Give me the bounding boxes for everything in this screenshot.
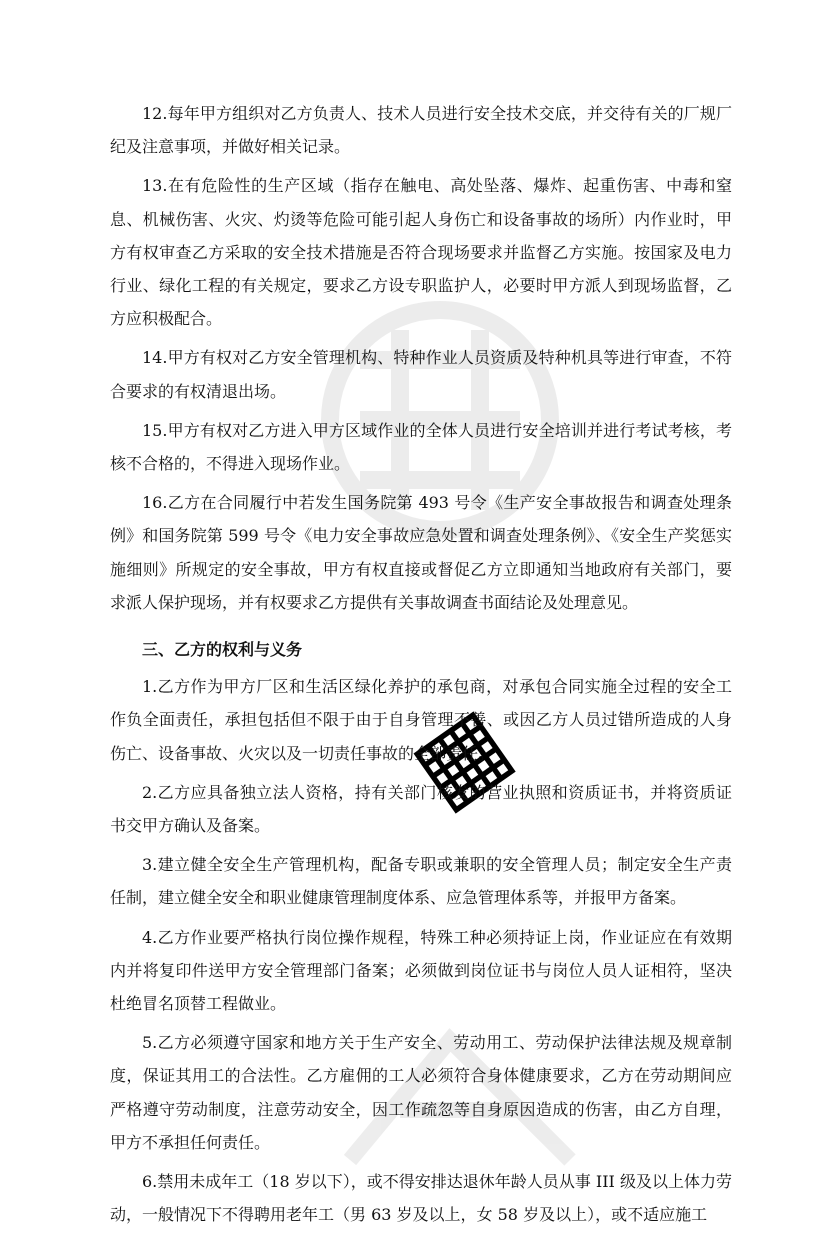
clause-paragraph: 12.每年甲方组织对乙方负责人、技术人员进行安全技术交底，并交待有关的厂规厂纪及注意事项，并做好相关记录。 [110, 104, 732, 157]
clause-paragraph: 2.乙方应具备独立法人资格，持有关部门核发的营业执照和资质证书，并将资质证书交甲方确认及备案。 [110, 782, 732, 836]
clause-paragraph: 5.乙方必须遵守国家和地方关于生产安全、劳动用工、劳动保护法律法规及规章制度，保证其用工的合法性。乙方雇佣的工人必须符合身体健康要求，乙方在劳动期间应严格遵守劳动制度，注意劳动安全，因工作疏忽等自身原因造成的伤害，由乙方自理，甲方不承担任何责任。 [110, 1033, 732, 1152]
clause-paragraph: 4.乙方作业要严格执行岗位操作规程，特殊工种必须持证上岗，作业证应在有效期内并将复印件送甲方安全管理部门备案；必须做到岗位证书与岗位人员人证相符，坚决杜绝冒名顶替工程做业。 [110, 927, 732, 1014]
clause-paragraph: 15.甲方有权对乙方进入甲方区域作业的全体人员进行安全培训并进行考试考核，考核不合格的，不得进入现场作业。 [110, 420, 732, 474]
clause-paragraph: 13.在有危险性的生产区域（指存在触电、高处坠落、爆炸、起重伤害、中毒和窒息、机械伤害、火灾、灼烫等危险可能引起人身伤亡和设备事故的场所）内作业时，甲方有权审查乙方采取的安全技术措施是否符合现场要求并监督乙方实施。按国家及电力行业、绿化工程的有关规定，要求乙方设专职监护人，必要时甲方派人到现场监督，乙方应积极配合。 [110, 176, 732, 329]
clause-paragraph: 6.禁用未成年工（18 岁以下），或不得安排达退休年龄人员从事 III 级及以上体力劳动，一般情况下不得聘用老年工（男 63 岁及以上，女 58 岁及以上），或不适应施工 [110, 1172, 732, 1225]
clause-paragraph: 14.甲方有权对乙方安全管理机构、特种作业人员资质及特种机具等进行审查，不符合要求的有权清退出场。 [110, 348, 732, 401]
watermark-glyph: ▦ [390, 684, 530, 828]
clause-paragraph: 3.建立健全安全生产管理机构，配备专职或兼职的安全管理人员；制定安全生产责任制，建立健全安全和职业健康管理制度体系、应急管理体系等，并报甲方备案。 [110, 855, 732, 908]
section-heading: 三、乙方的权利与义务 [142, 640, 303, 660]
clause-paragraph: 1.乙方作为甲方厂区和生活区绿化养护的承包商，对承包合同实施全过程的安全工作负全面责任，承担包括但不限于由于自身管理不善、或因乙方人员过错所造成的人身伤亡、设备事故、火灾以及一切责任事故的全部责任。 [110, 677, 732, 763]
clause-paragraph: 16.乙方在合同履行中若发生国务院第 493 号令《生产安全事故报告和调查处理条例》和国务院第 599 号令《电力安全事故应急处置和调查处理条例》、《安全生产奖惩实施细则》所规定的安全事故，甲方有权直接或督促乙方立即通知当地政府有关部门，要求派人保护现场，并有权要求乙方提供有关事故调查书面结论及处理意见。 [110, 493, 732, 612]
document-body [110, 97, 732, 1238]
